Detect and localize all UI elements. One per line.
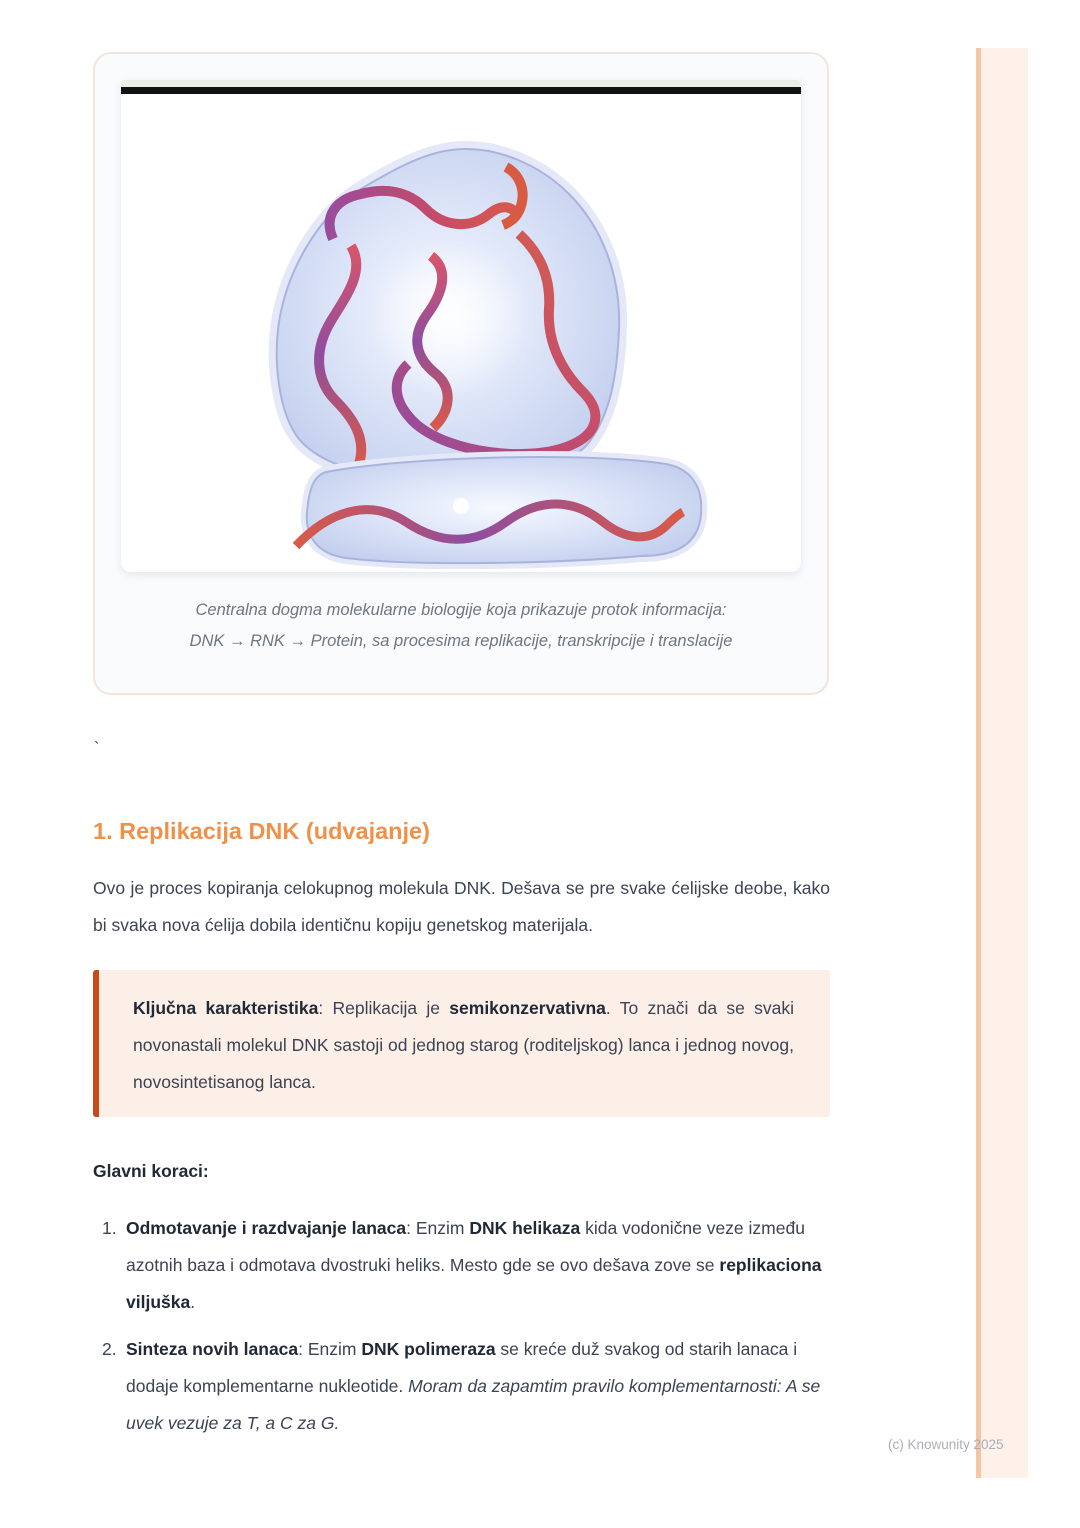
list-item xyxy=(93,1331,830,1442)
dna-illustration xyxy=(121,94,801,572)
figure-image xyxy=(121,80,801,572)
steps-list xyxy=(93,1210,830,1442)
list-item-number: 1. xyxy=(102,1218,117,1238)
media-black-bar xyxy=(121,87,801,94)
key-point-callout xyxy=(93,970,830,1117)
callout-text: Ključna karakteristika: Replikacija je semikonzervativna. To znači da se svaki novonastali molekul DNK sastoji od jednog starog (roditeljskog) lanca i jednog novog, novosintetisanog lanca. xyxy=(133,998,794,1092)
figure-caption-line1: Centralna dogma molekularne biologije koja prikazuje protok informacija: xyxy=(195,601,727,619)
copyright-watermark: (c) Knowunity 2025 xyxy=(888,1437,1004,1452)
media-top-strip xyxy=(121,80,801,87)
figure-caption xyxy=(115,595,807,657)
note-content xyxy=(93,816,830,1452)
stray-backtick: ` xyxy=(94,740,100,757)
figure-card xyxy=(93,52,829,695)
list-item-number: 2. xyxy=(102,1339,117,1359)
list-item-text: Sinteza novih lanaca: Enzim DNK polimeraza se kreće duž svakog od starih lanaca i dodaje komplementarne nukleotide. Moram da zapamtim pravilo komplementarnosti: A se uvek vezuje za T, a C za G. xyxy=(126,1339,821,1433)
steps-heading: Glavni koraci: xyxy=(93,1161,209,1181)
page-edge-stripe xyxy=(976,48,1028,1478)
section-heading: 1. Replikacija DNK (udvajanje) xyxy=(93,818,430,844)
list-item xyxy=(93,1210,830,1321)
list-item-text: Odmotavanje i razdvajanje lanaca: Enzim DNK helikaza kida vodonične veze između azotnih baza i odmotava dvostruki heliks. Mesto gde se ovo dešava zove se replikaciona viljuška. xyxy=(126,1218,822,1312)
intro-paragraph: Ovo je proces kopiranja celokupnog molekula DNK. Dešava se pre svake ćelijske deobe, kako bi svaka nova ćelija dobila identičnu kopiju genetskog materijala. xyxy=(93,878,830,935)
figure-caption-line2: DNK → RNK → Protein, sa procesima replikacije, transkripcije i translacije xyxy=(189,632,733,650)
